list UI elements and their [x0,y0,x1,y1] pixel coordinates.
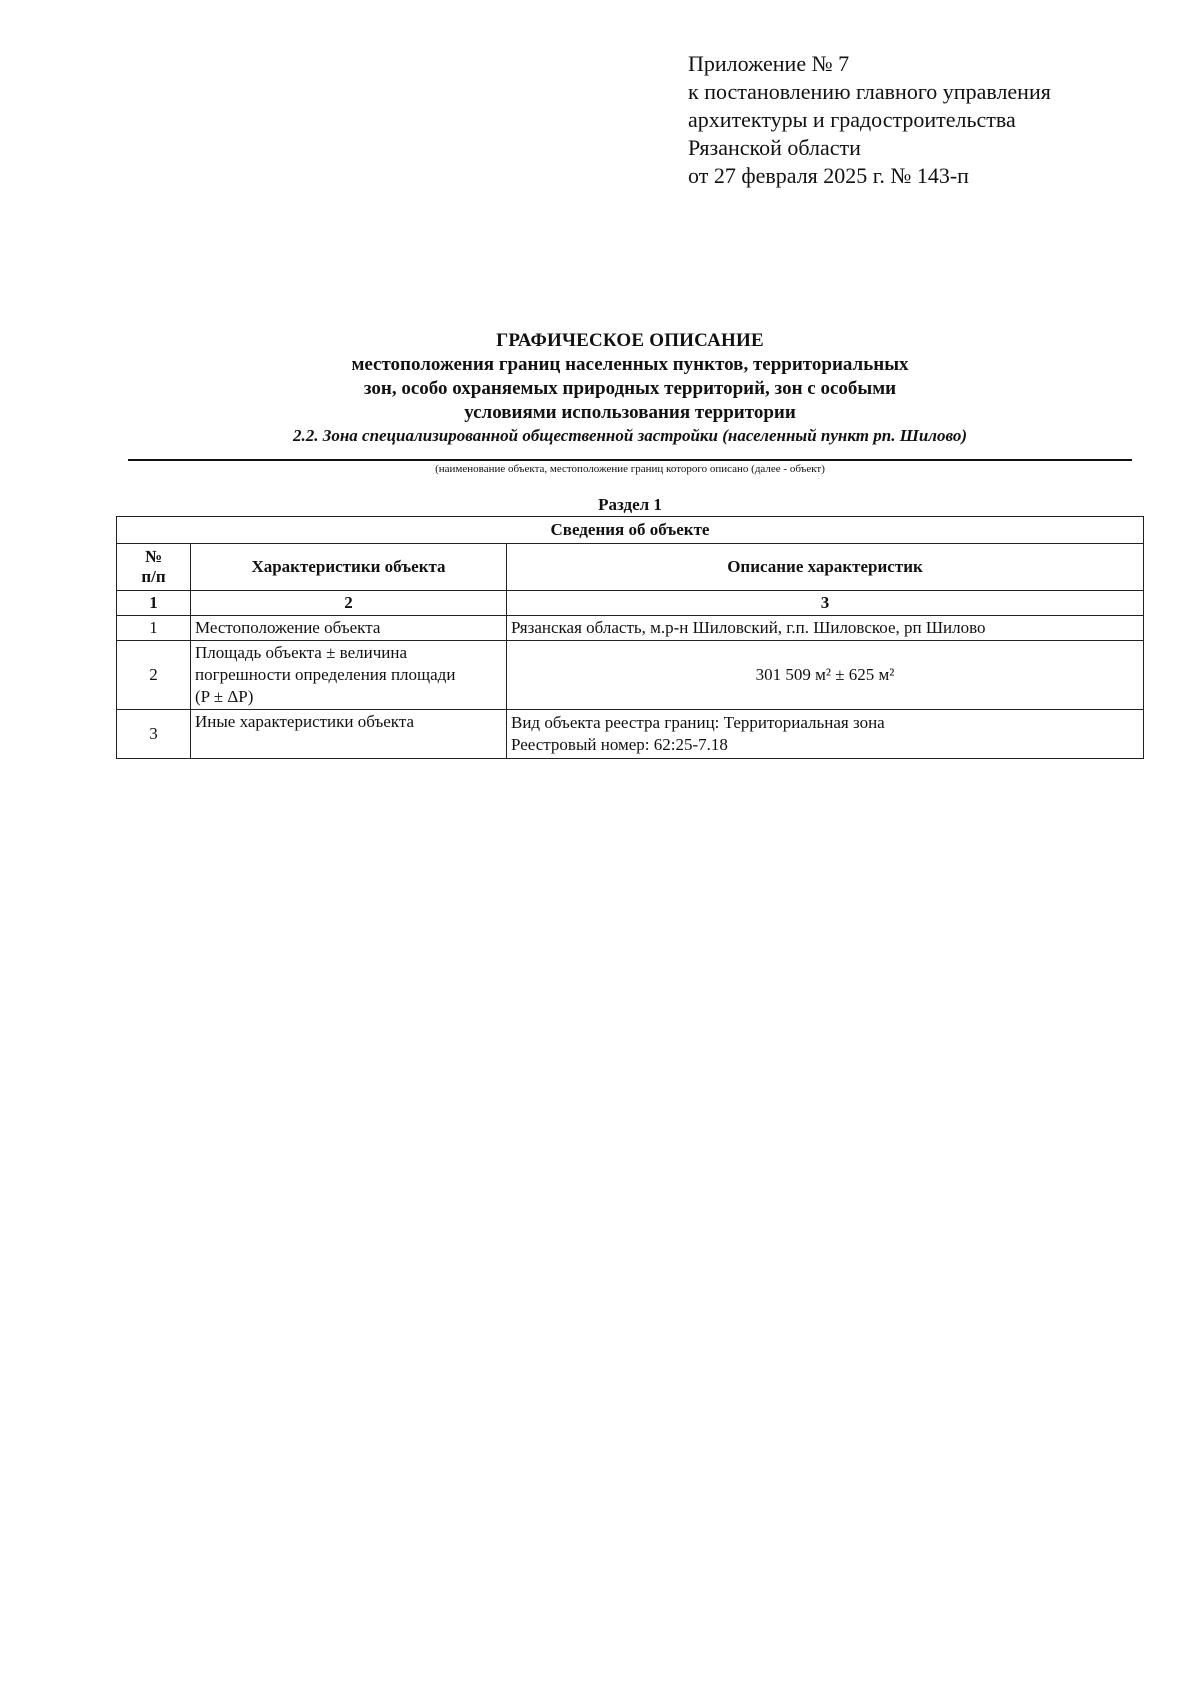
document-title-block [128,329,1132,447]
object-name-underline [128,459,1132,461]
row-characteristic [191,641,507,710]
section-title: Раздел 1 [598,495,662,514]
appendix-line-1: Приложение № 7 [688,51,850,76]
object-name: 2.2. Зона специализированной общественной застройки (населенный пункт рп. Шилово) [292,426,968,445]
table-header-row [117,544,1144,591]
row-description: 301 509 м² ± 625 м² [507,641,1144,710]
appendix-line-5: от 27 февраля 2025 г. № 143-п [688,163,969,188]
row-characteristic: Местоположение объекта [191,616,507,641]
header-characteristics: Характеристики объекта [191,544,507,591]
table-row [117,641,1144,710]
object-name-caption: (наименование объекта, местоположение границ которого описано (далее - объект) [435,463,825,475]
header-description: Описание характеристик [507,544,1144,591]
document-subtitle-line-3: условиями использования территории [464,402,796,423]
column-number-3: 3 [507,591,1144,616]
row-number: 3 [117,710,191,759]
row-description-line-1: Вид объекта реестра границ: Территориальная зона [511,713,885,732]
table-row [117,616,1144,641]
row-characteristic-line-1: Площадь объекта ± величина [195,643,408,662]
column-number-row [117,591,1144,616]
appendix-line-2: к постановлению главного управления [688,79,1051,104]
document-subtitle-line-2: зон, особо охраняемых природных территорий, зон с особыми [363,378,897,399]
row-characteristic-line-2: погрешности определения площади [195,665,456,684]
document-title: ГРАФИЧЕСКОЕ ОПИСАНИЕ [496,330,764,351]
appendix-header [688,50,1168,190]
column-number-1: 1 [117,591,191,616]
table-row [117,710,1144,759]
row-description-line-2: Реестровый номер: 62:25-7.18 [511,735,728,754]
column-number-2: 2 [191,591,507,616]
row-number: 2 [117,641,191,710]
row-description [507,710,1144,759]
object-info-table [116,516,1144,759]
appendix-line-3: архитектуры и градостроительства [688,107,1016,132]
header-number-line-2: п/п [141,567,166,586]
row-number: 1 [117,616,191,641]
row-characteristic: Иные характеристики объекта [191,710,507,759]
row-description: Рязанская область, м.р-н Шиловский, г.п. Шиловское, рп Шилово [507,616,1144,641]
header-number-line-1: № [144,547,163,566]
document-subtitle-line-1: местоположения границ населенных пунктов, территориальных [351,354,909,375]
header-number [117,544,191,591]
appendix-line-4: Рязанской области [688,135,861,160]
table-caption-row [117,517,1144,544]
row-characteristic-line-3: (P ± ΔP) [195,687,254,706]
table-caption: Сведения об объекте [117,517,1144,544]
